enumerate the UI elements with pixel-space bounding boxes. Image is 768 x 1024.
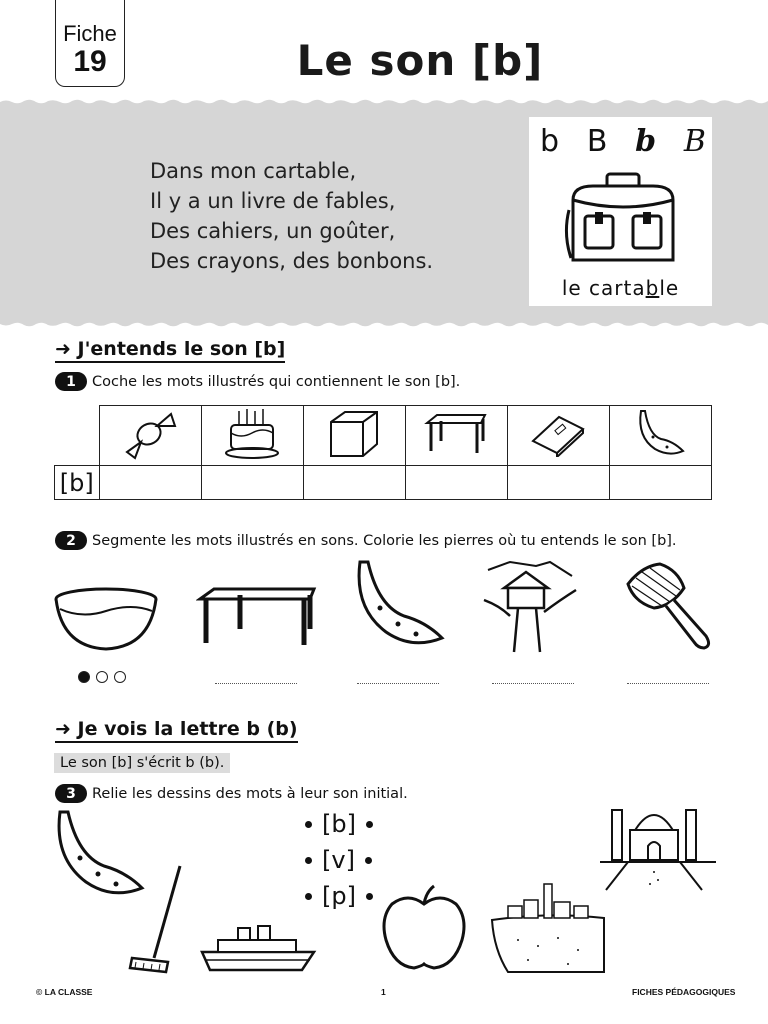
section-title-letter: ➜ Je vois la lettre b (b) [55,718,298,743]
exercise-1-grid [54,405,712,500]
band-top-edge [0,98,768,106]
table-icon [196,585,318,655]
banana-icon [633,407,687,461]
banana-icon [350,558,446,654]
apple-icon [378,882,470,974]
exercise-number: 1 [55,372,87,391]
poem [150,156,433,276]
poem-line: Des crayons, des bonbons. [150,249,434,273]
check-cell[interactable] [303,466,405,500]
poem-line: Des cahiers, un goûter, [150,219,396,243]
corner-cell [55,406,100,466]
card-word-start: le carta [561,276,646,300]
page-title: Le son [b] [296,36,544,85]
check-cell[interactable] [609,466,711,500]
picture-cell [99,406,201,466]
footer-collection: FICHES PÉDAGOGIQUES [632,987,736,997]
picture-cell [303,406,405,466]
stone-filled[interactable] [78,671,90,683]
bowl-icon [52,585,160,655]
sound-b[interactable] [305,806,373,842]
candy-icon [119,408,181,460]
check-cell[interactable] [405,466,507,500]
card-word [529,276,712,300]
answer-line[interactable] [215,683,297,684]
section-title-hearing: ➜ J'entends le son [b] [55,338,285,363]
letter-uppercase-print: B [586,124,608,159]
answer-line[interactable] [492,683,574,684]
stone[interactable] [114,671,126,683]
sound-label: [v] [322,846,355,874]
example-stones [78,671,126,683]
instruction-text: Segmente les mots illustrés en sons. Colorie les pierres où tu entends le son [b]. [92,532,677,549]
poem-line: Dans mon cartable, [150,159,357,183]
answer-line[interactable] [357,683,439,684]
letter-forms [540,124,706,160]
boat-icon [198,922,318,974]
card-word-end: le [659,276,680,300]
link-dot[interactable] [305,857,312,864]
letter-uppercase-cursive: B [683,124,706,159]
check-table [54,405,712,500]
answer-line[interactable] [627,683,709,684]
footer-copyright: © LA CLASSE [36,987,93,997]
sound-choices [305,806,373,914]
fiche-label: Fiche [63,21,117,46]
instruction-text: Relie les dessins des mots à leur son initial. [92,785,408,802]
birthday-cake-icon [221,407,283,461]
stone[interactable] [96,671,108,683]
picture-cell [405,406,507,466]
row-label: [b] [55,466,100,500]
check-cell[interactable] [507,466,609,500]
brush-icon [620,560,716,654]
picture-cell [201,406,303,466]
picture-cell [507,406,609,466]
spelling-note: Le son [b] s'écrit b (b). [54,753,230,773]
broom-icon [126,862,186,974]
check-cell[interactable] [99,466,201,500]
poem-line: Il y a un livre de fables, [150,189,396,213]
link-dot[interactable] [305,893,312,900]
notebook-icon [529,411,587,457]
picture-cell [609,406,711,466]
treehouse-icon [480,560,580,654]
link-dot[interactable] [366,821,373,828]
fiche-number: 19 [73,45,107,78]
palace-icon [598,796,718,892]
sound-p[interactable] [305,878,373,914]
link-dot[interactable] [366,893,373,900]
link-dot[interactable] [365,857,372,864]
village-icon [488,880,608,974]
instruction-text: Coche les mots illustrés qui contiennent le son [b]. [92,373,461,390]
table-icon [423,411,489,457]
band-bottom-edge [0,320,768,328]
cube-icon [325,408,383,460]
exercise-number: 3 [55,784,87,803]
letter-lowercase-cursive: b [635,124,657,159]
exercise-2-instruction [55,531,677,550]
exercise-3-instruction [55,784,408,803]
footer-page-number: 1 [381,987,386,997]
link-dot[interactable] [305,821,312,828]
exercise-number: 2 [55,531,87,550]
check-cell[interactable] [201,466,303,500]
sound-label: [b] [322,810,356,838]
card-word-target-letter: b [645,276,660,300]
sound-v[interactable] [305,842,373,878]
exercise-1-instruction [55,372,460,391]
fiche-tab [55,0,125,87]
sound-label: [p] [322,882,356,910]
letter-lowercase-print: b [540,124,560,159]
schoolbag-icon [563,170,683,270]
